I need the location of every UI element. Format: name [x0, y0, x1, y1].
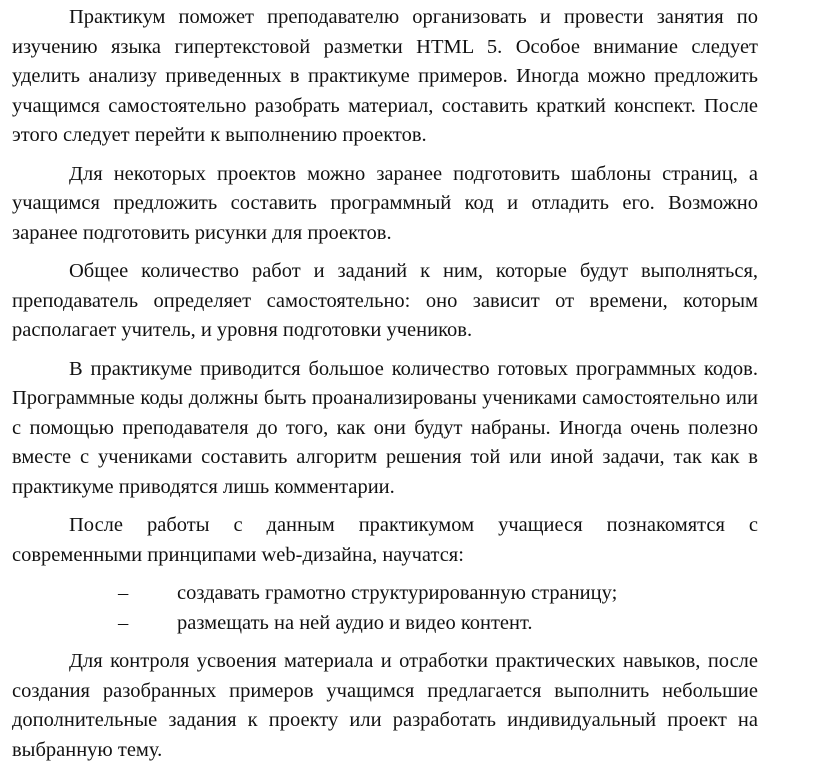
- list-item: [12, 579, 758, 609]
- list-dash-marker: –: [118, 611, 129, 634]
- paragraph-practicum-purpose: Практикум поможет преподавателю организовать и провести занятия по изучению языка гипертекстовой разметки HTML 5. Особое внимание следует уделить анализу приведенных в практикуме примеров. Иногда можно предложить учащимся самостоятельно разобрать материал, составить краткий конспект. После этого следует перейти к выполнению проектов.: [12, 6, 758, 146]
- list-dash-marker: –: [118, 582, 129, 604]
- list-item: [12, 609, 758, 639]
- paragraph-amount-of-work: Общее количество работ и заданий к ним, которые будут выполняться, преподаватель определяет самостоятельно: оно зависит от времени, которым располагает учитель, и уровня подготовки учеников.: [12, 260, 758, 341]
- paragraph-page-templates: Для некоторых проектов можно заранее подготовить шаблоны страниц, а учащимся предложить составить программный код и отладить его. Возможно заранее подготовить рисунки для проектов.: [12, 162, 758, 244]
- skills-list: [12, 579, 758, 638]
- paragraph-program-codes: В практикуме приводится большое количество готовых программных кодов. Программные коды должны быть проанализированы учениками самостоятельно или с помощью преподавателя до того, как они будут набраны. Иногда очень полезно вместе с учениками составить алгоритм решения той или иной задачи, так как в практикуме приводятся лишь комментарии.: [12, 357, 758, 498]
- list-item-text: создавать грамотно структурированную страницу;: [177, 582, 618, 604]
- list-item-text: размещать на ней аудио и видео контент.: [177, 611, 533, 634]
- document-page: [12, 0, 758, 774]
- paragraph-control-tasks: Для контроля усвоения материала и отработки практических навыков, после создания разобранных примеров учащимся предлагается выполнить небольшие дополнительные задания к проекту или разработать индивидуальный проект на выбранную тему.: [12, 650, 758, 761]
- paragraph-learning-outcomes: После работы с данным практикумом учащиеся познакомятся с современными принципами web-дизайна, научатся:: [12, 514, 758, 566]
